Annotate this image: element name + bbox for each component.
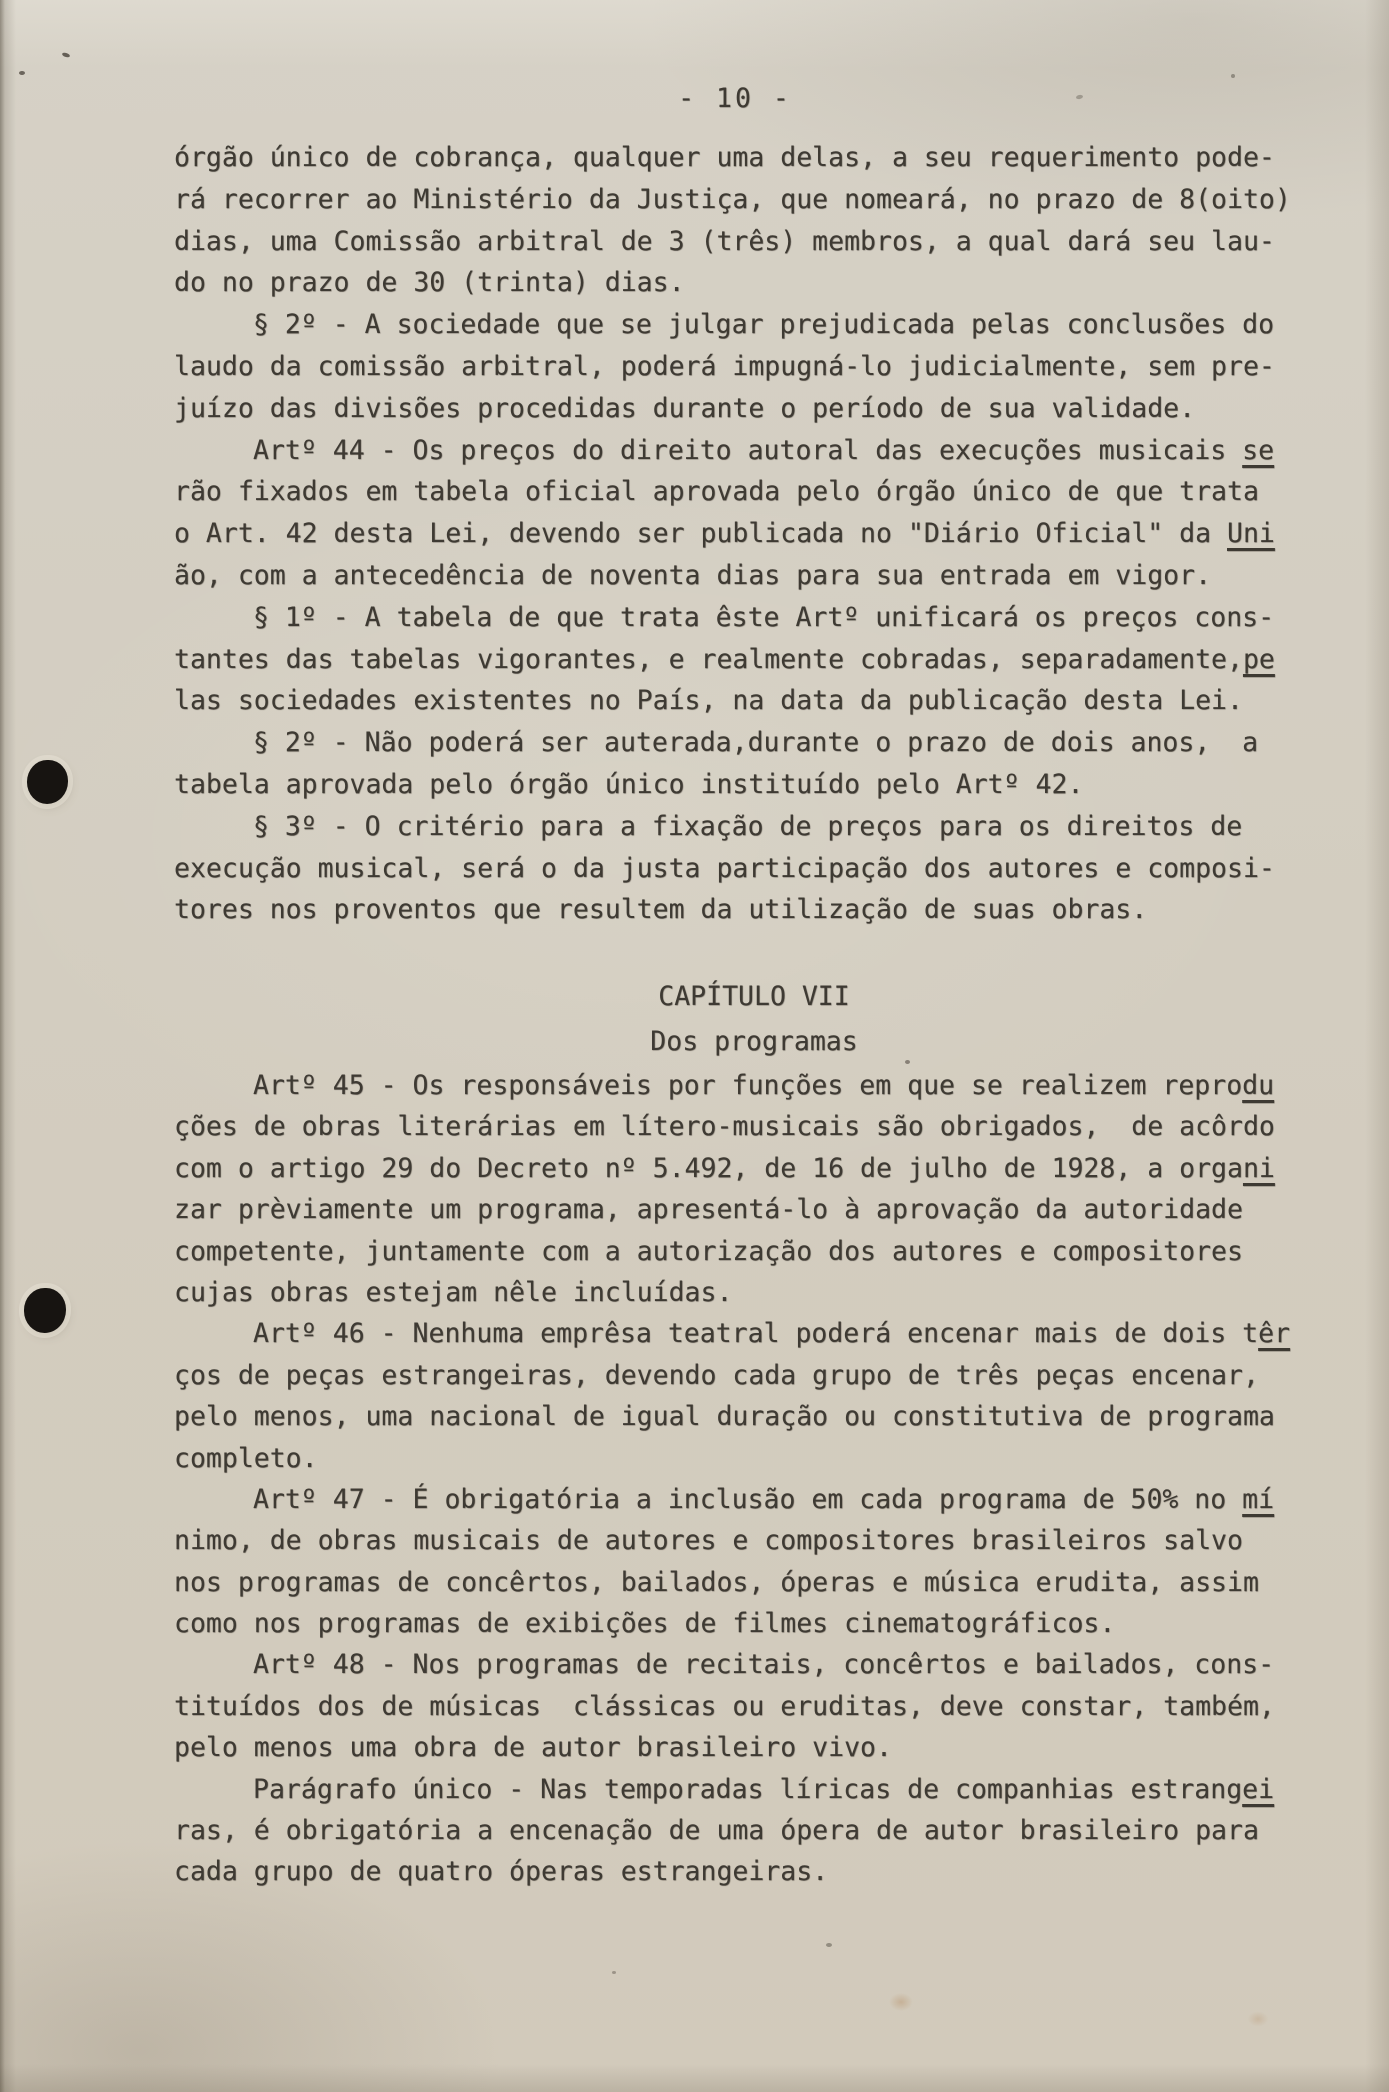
continuation-underline: ei	[1242, 1773, 1275, 1805]
text-block-body-1	[174, 137, 1334, 931]
text-line: juízo das divisões procedidas durante o período de sua validade.	[174, 392, 1196, 424]
ink-speck	[19, 71, 25, 75]
text-line: Artº 45 - Os responsáveis por funções em que se realizem reprodu	[253, 1070, 1275, 1101]
text-line: tores nos proventos que resultem da utilização de suas obras.	[174, 894, 1148, 926]
text-line: competente, juntamente com a autorização dos autores e compositores	[174, 1235, 1243, 1267]
text-line: cada grupo de quatro óperas estrangeiras.	[174, 1856, 829, 1888]
text-line: ços de peças estrangeiras, devendo cada grupo de três peças encenar,	[174, 1359, 1259, 1391]
continuation-underline: mí	[1242, 1483, 1275, 1515]
ink-speck	[826, 1943, 832, 1947]
text-line: Dos programas	[650, 1026, 858, 1057]
text-line: CAPÍTULO VII	[658, 981, 850, 1012]
text-line: completo.	[174, 1442, 318, 1474]
text-line: rá recorrer ao Ministério da Justiça, que nomeará, no prazo de 8(oito)	[174, 183, 1291, 215]
text-line: nimo, de obras musicais de autores e compositores brasileiros salvo	[174, 1525, 1243, 1557]
text-line: do no prazo de 30 (trinta) dias.	[174, 267, 685, 299]
text-line: Artº 47 - É obrigatória a inclusão em cada programa de 50% no mí	[253, 1483, 1275, 1515]
text-line: laudo da comissão arbitral, poderá impugná-lo judicialmente, sem pre-	[174, 350, 1275, 382]
text-line: § 3º - O critério para a fixação de preços para os direitos de	[253, 810, 1243, 842]
punch-hole-top	[27, 760, 68, 804]
page-number: - 10 -	[678, 83, 792, 114]
continuation-underline: Uni	[1227, 518, 1275, 550]
text-line: órgão único de cobrança, qualquer uma delas, a seu requerimento pode-	[174, 142, 1275, 173]
text-line: tituídos dos de músicas clássicas ou eruditas, deve constar, também,	[174, 1690, 1275, 1722]
text-line: cujas obras estejam nêle incluídas.	[174, 1276, 733, 1308]
text-line: Artº 48 - Nos programas de recitais, concêrtos e bailados, cons-	[253, 1649, 1275, 1681]
ink-speck	[1231, 74, 1235, 78]
text-line: ções de obras literárias em lítero-musicais são obrigados, de acôrdo	[174, 1111, 1275, 1143]
text-line: § 2º - A sociedade que se julgar prejudicada pelas conclusões do	[253, 309, 1275, 341]
text-line: como nos programas de exibições de filmes cinematográficos.	[174, 1608, 1116, 1640]
paper-stain	[1243, 2008, 1273, 2030]
text-block-chapter-heading	[174, 974, 1334, 1064]
text-line: nos programas de concêrtos, bailados, óperas e música erudita, assim	[174, 1566, 1259, 1598]
text-line: dias, uma Comissão arbitral de 3 (três) membros, a qual dará seu lau-	[174, 225, 1275, 257]
text-line: § 1º - A tabela de que trata êste Artº unificará os preços cons-	[253, 601, 1275, 633]
text-line: las sociedades existentes no País, na data da publicação desta Lei.	[174, 685, 1243, 717]
continuation-underline: pe	[1242, 643, 1275, 675]
text-line: pelo menos uma obra de autor brasileiro vivo.	[174, 1732, 892, 1764]
punch-hole-bottom	[24, 1288, 66, 1333]
text-line: pelo menos, uma nacional de igual duração ou constitutiva de programa	[174, 1401, 1275, 1433]
text-line: Artº 44 - Os preços do direito autoral das execuções musicais se	[253, 434, 1275, 466]
text-line: execução musical, será o da justa participação dos autores e composi-	[174, 852, 1275, 884]
text-line: com o artigo 29 do Decreto nº 5.492, de 16 de julho de 1928, a organi	[174, 1152, 1275, 1184]
text-line: o Art. 42 desta Lei, devendo ser publicada no "Diário Oficial" da Uni	[174, 518, 1275, 550]
continuation-underline: ni	[1242, 1152, 1275, 1184]
continuation-underline: êr	[1258, 1318, 1291, 1350]
text-block-body-2	[174, 1065, 1334, 1893]
text-line: Parágrafo único - Nas temporadas líricas de companhias estrangei	[253, 1773, 1275, 1805]
text-line: rão fixados em tabela oficial aprovada pelo órgão único de que trata	[174, 476, 1259, 508]
text-line: ras, é obrigatória a encenação de uma ópera de autor brasileiro para	[174, 1815, 1259, 1847]
text-line: ão, com a antecedência de noventa dias para sua entrada em vigor.	[174, 559, 1212, 591]
text-line: zar prèviamente um programa, apresentá-lo à aprovação da autoridade	[174, 1194, 1243, 1226]
text-line: § 2º - Não poderá ser auterada,durante o prazo de dois anos, a	[253, 727, 1259, 759]
continuation-underline: du	[1242, 1070, 1275, 1101]
text-line: Artº 46 - Nenhuma emprêsa teatral poderá encenar mais de dois têr	[253, 1318, 1291, 1350]
text-line: tabela aprovada pelo órgão único instituído pelo Artº 42.	[174, 768, 1084, 800]
ink-speck	[612, 1971, 616, 1974]
text-line: tantes das tabelas vigorantes, e realmente cobradas, separadamente,pe	[174, 643, 1275, 675]
ink-speck	[62, 52, 71, 58]
paper-stain	[884, 1989, 918, 2015]
continuation-underline: se	[1242, 434, 1275, 466]
